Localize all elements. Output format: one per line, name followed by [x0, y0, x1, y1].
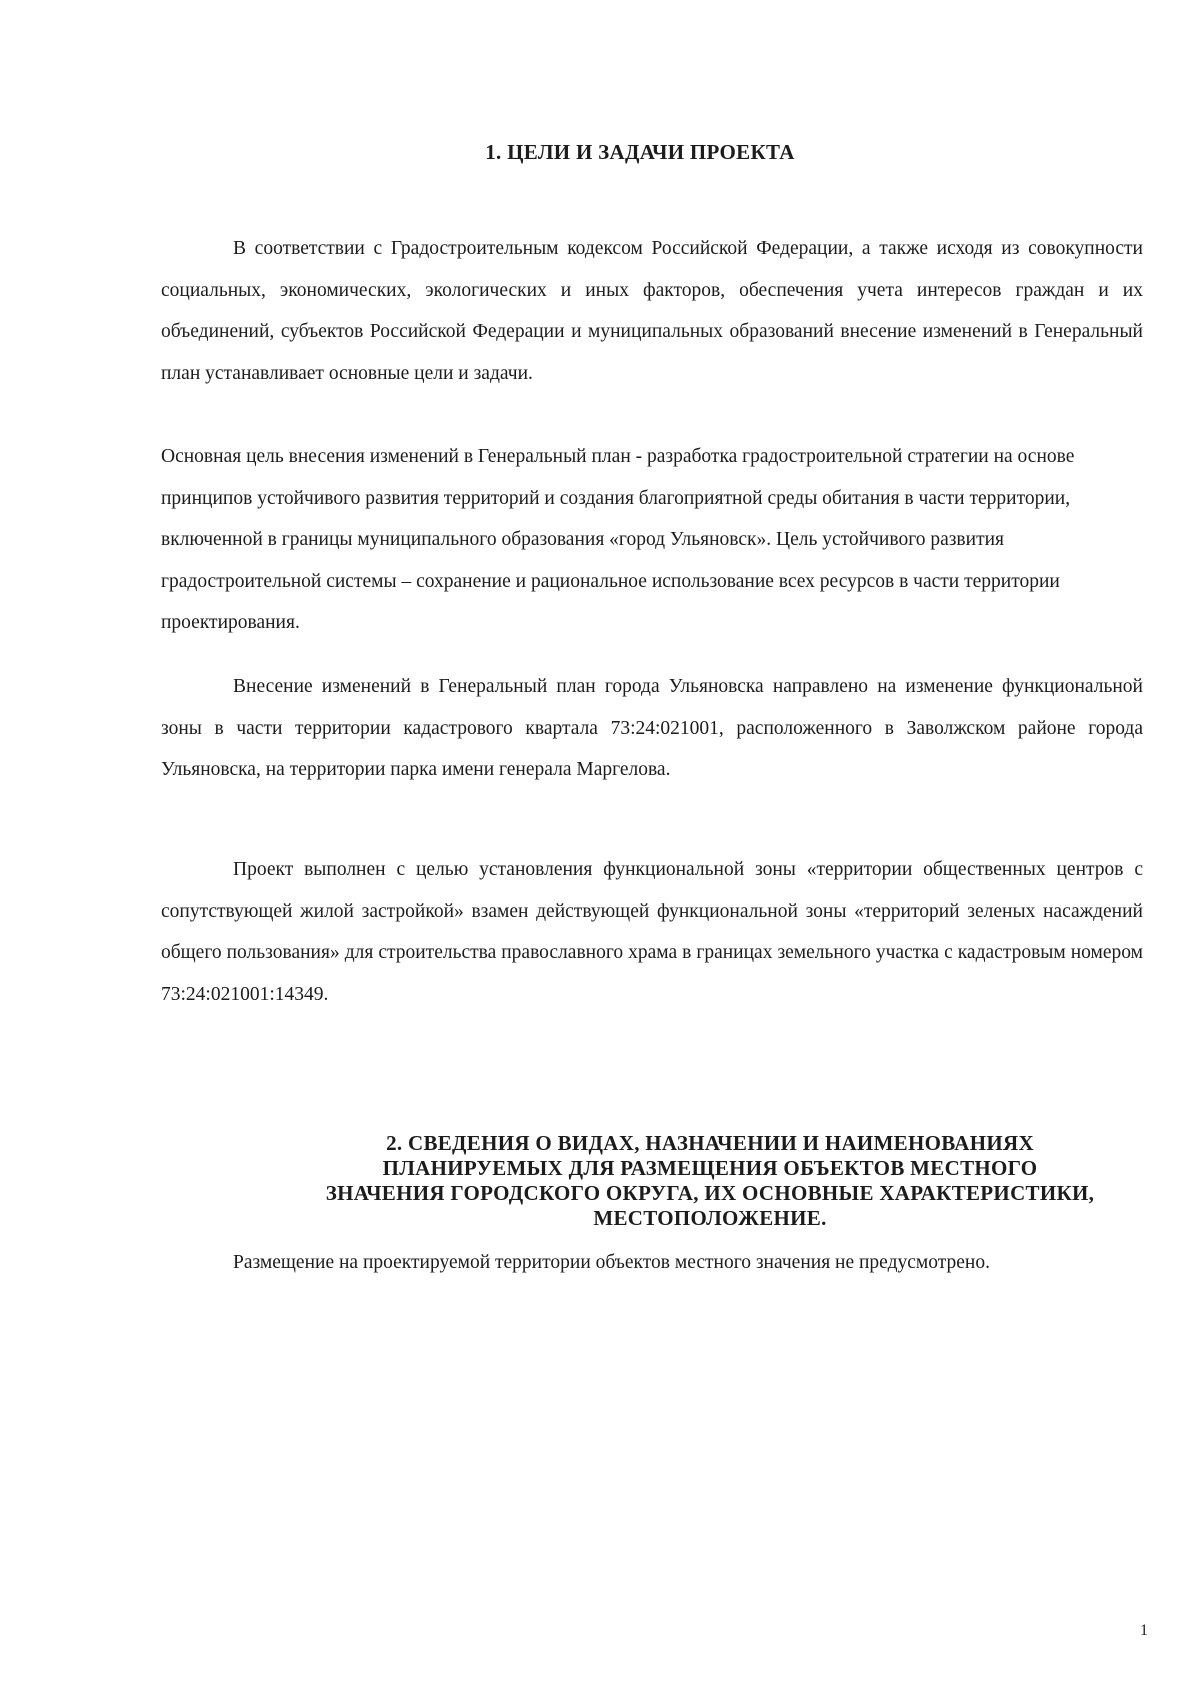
section1-paragraph-4: Проект выполнен с целью установления функциональной зоны «территории общественных центров с сопутствующей жилой застройкой» взамен действующей функциональной зоны «территорий зеленых насаждений общего пользования» для строительства православного храма в границах земельного участка с кадастровым номером 73:24:021001:14349. [161, 859, 1143, 1005]
section2-paragraph-1: Размещение на проектируемой территории объектов местного значения не предусмотрено. [233, 1252, 990, 1273]
section2-heading-line-3: ЗНАЧЕНИЯ ГОРОДСКОГО ОКРУГА, ИХ ОСНОВНЫЕ ХАРАКТЕРИСТИКИ, [325, 1181, 1095, 1205]
section2-heading [260, 1131, 1160, 1231]
section2-heading-line-4: МЕСТОПОЛОЖЕНИЕ. [593, 1206, 827, 1230]
section2-heading-line-2: ПЛАНИРУЕМЫХ ДЛЯ РАЗМЕЩЕНИЯ ОБЪЕКТОВ МЕСТНОГО [382, 1156, 1038, 1180]
page-number: 1 [1140, 1622, 1148, 1639]
section1-paragraph-2: Основная цель внесения изменений в Генеральный план - разработка градостроительной стратегии на основе принципов устойчивого развития территорий и создания благоприятной среды обитания в части территории, включенной в границы муниципального образования «город Ульяновск». Цель устойчивого развития градостроительной системы – сохранение и рациональное использование всех ресурсов в части территории проектирования. [161, 446, 1075, 633]
section1-paragraph-3: Внесение изменений в Генеральный план города Ульяновска направлено на изменение функциональной зоны в части территории кадастрового квартала 73:24:021001, расположенного в Заволжском районе города Ульяновска, на территории парка имени генерала Маргелова. [161, 676, 1143, 780]
section1-heading: 1. ЦЕЛИ И ЗАДАЧИ ПРОЕКТА [485, 140, 795, 164]
section2-heading-line-1: 2. СВЕДЕНИЯ О ВИДАХ, НАЗНАЧЕНИИ И НАИМЕНОВАНИЯХ [386, 1131, 1034, 1155]
section1-paragraph-1: В соответствии с Градостроительным кодексом Российской Федерации, а также исходя из совокупности социальных, экономических, экологических и иных факторов, обеспечения учета интересов граждан и их объединений, субъектов Российской Федерации и муниципальных образований внесение изменений в Генеральный план устанавливает основные цели и задачи. [161, 238, 1143, 384]
